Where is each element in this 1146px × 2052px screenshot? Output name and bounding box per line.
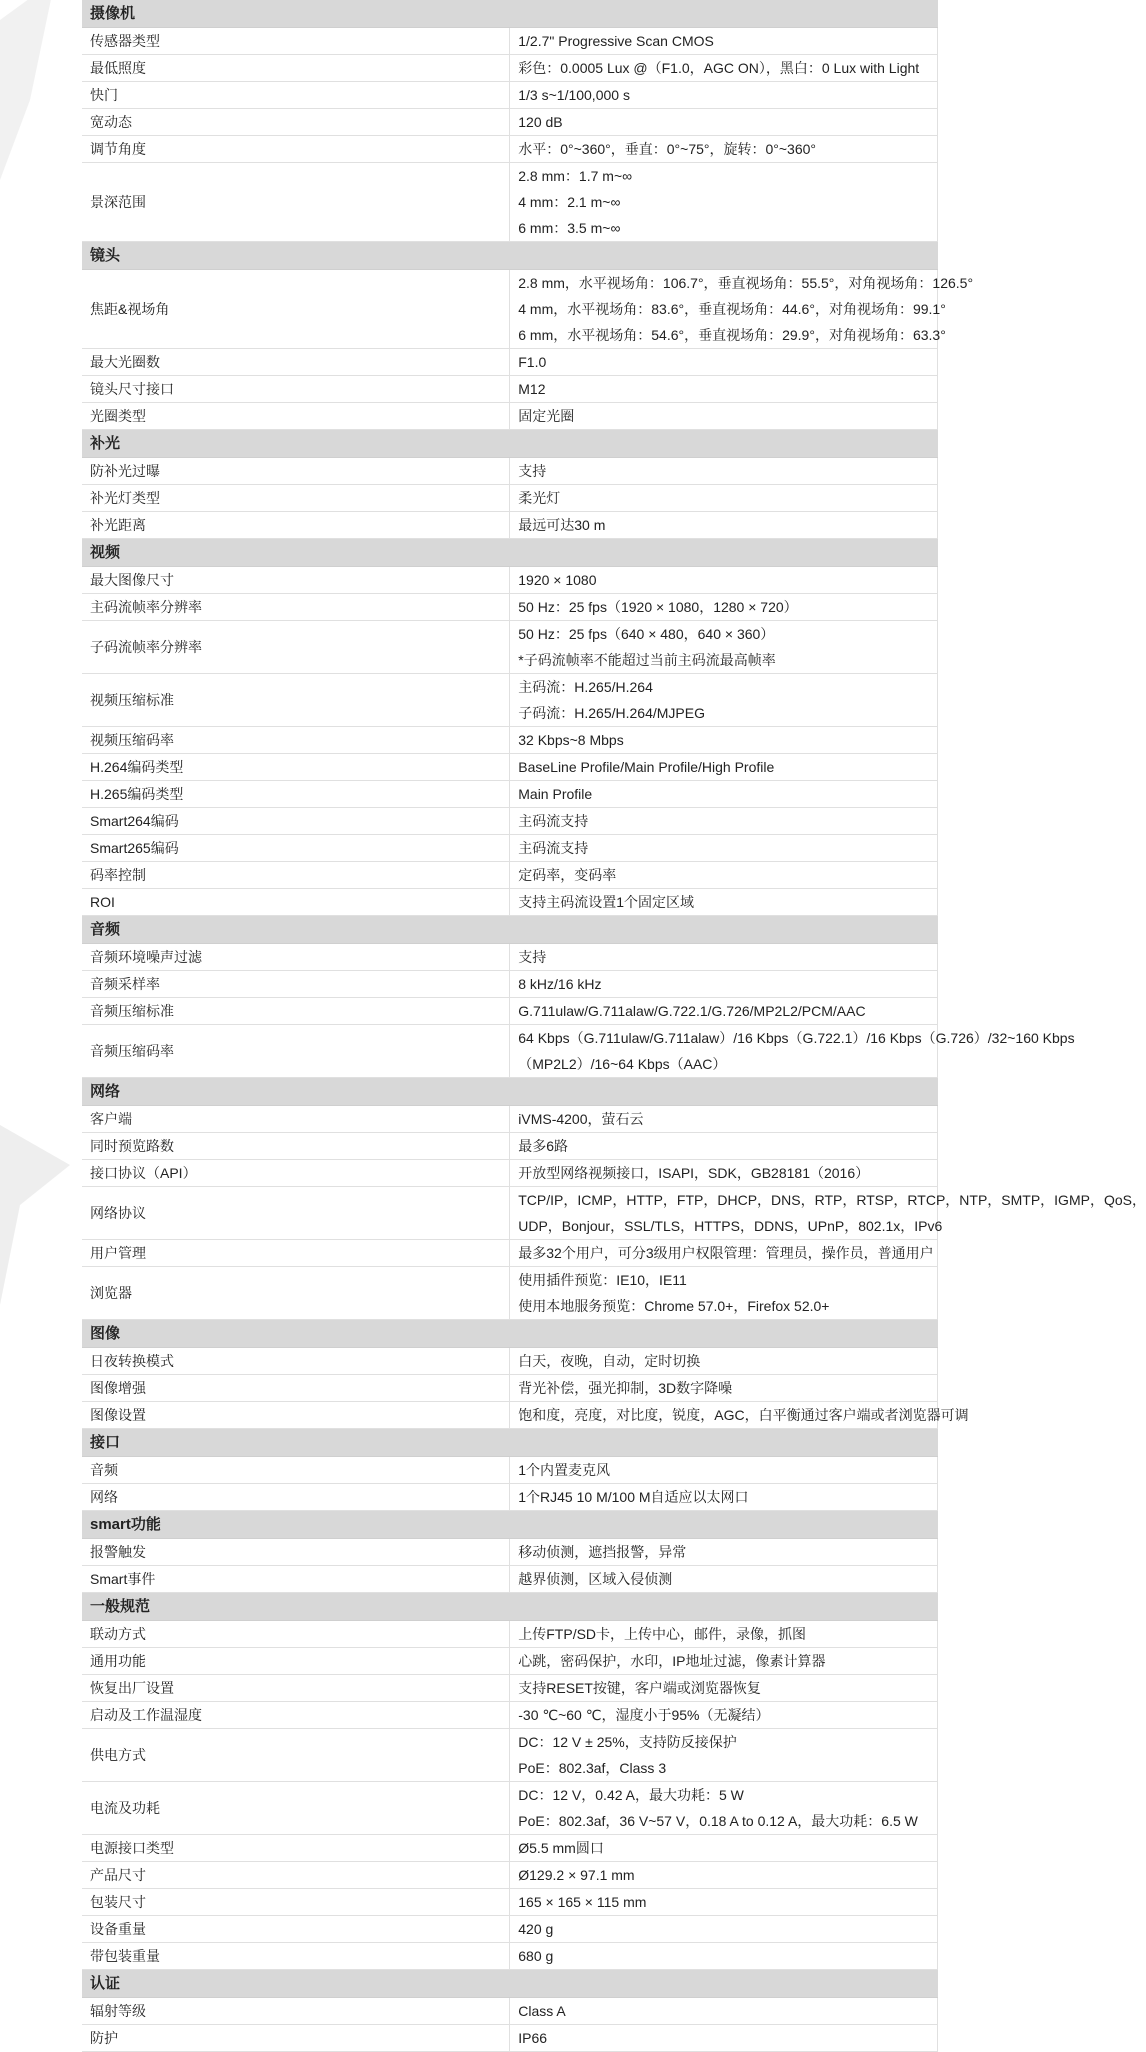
section-title: 图像 [82, 1320, 938, 1348]
spec-label: 视频压缩码率 [82, 727, 510, 754]
spec-value [510, 136, 938, 163]
section-title: 一般规范 [82, 1593, 938, 1621]
spec-row [82, 403, 938, 430]
spec-value-line: *子码流帧率不能超过当前主码流最高帧率 [518, 652, 776, 668]
section-header [82, 916, 938, 944]
spec-row [82, 55, 938, 82]
spec-value-line: 64 Kbps（G.711ulaw/G.711alaw）/16 Kbps（G.722.1）/16 Kbps（G.726）/32~160 Kbps [518, 1030, 1075, 1046]
spec-label: 调节角度 [82, 136, 510, 163]
spec-value-line: 32 Kbps~8 Mbps [518, 732, 624, 748]
spec-value [510, 1539, 938, 1566]
section-header [82, 0, 938, 28]
spec-value [510, 82, 938, 109]
spec-label: 包装尺寸 [82, 1889, 510, 1916]
spec-value [510, 1484, 938, 1511]
spec-value [510, 163, 938, 242]
spec-row [82, 1160, 938, 1187]
spec-row [82, 674, 938, 727]
spec-row [82, 458, 938, 485]
spec-row [82, 512, 938, 539]
spec-row [82, 1648, 938, 1675]
spec-row [82, 754, 938, 781]
spec-value-line: UDP，Bonjour，SSL/TLS，HTTPS，DDNS，UPnP，802.1x，IPv6 [518, 1218, 943, 1234]
spec-label: 音频压缩标准 [82, 998, 510, 1025]
spec-value-line: 水平：0°~360°，垂直：0°~75°，旋转：0°~360° [518, 141, 817, 157]
spec-label: 最大光圈数 [82, 349, 510, 376]
spec-label: 电源接口类型 [82, 1835, 510, 1862]
spec-row [82, 485, 938, 512]
spec-value [510, 1348, 938, 1375]
spec-value-line: 支持主码流设置1个固定区域 [518, 894, 695, 910]
spec-label: 报警触发 [82, 1539, 510, 1566]
section-header [82, 1511, 938, 1539]
spec-value [510, 808, 938, 835]
spec-value-line: 8 kHz/16 kHz [518, 976, 602, 992]
spec-value-line: 最多32个用户，可分3级用户权限管理：管理员，操作员，普通用户 [518, 1245, 934, 1261]
spec-value-line: DC：12 V，0.42 A，最大功耗：5 W [518, 1787, 744, 1803]
spec-value-line: 50 Hz：25 fps（1920 × 1080，1280 × 720） [518, 599, 798, 615]
spec-label: 传感器类型 [82, 28, 510, 55]
spec-value-line: 彩色：0.0005 Lux @（F1.0，AGC ON），黑白：0 Lux with Light [518, 60, 920, 76]
spec-label: 视频压缩标准 [82, 674, 510, 727]
spec-value-line: 主码流支持 [518, 813, 589, 829]
spec-row [82, 1943, 938, 1970]
spec-value [510, 270, 974, 349]
spec-value-line: 最远可达30 m [518, 517, 606, 533]
spec-value-line: 主码流：H.265/H.264 [518, 679, 653, 695]
spec-row [82, 971, 938, 998]
spec-value-line: 开放型网络视频接口，ISAPI，SDK，GB28181（2016） [518, 1165, 870, 1181]
spec-row [82, 82, 938, 109]
spec-label: Smart事件 [82, 1566, 510, 1593]
spec-sheet [82, 0, 1146, 2052]
spec-row [82, 163, 938, 242]
section-title: 接口 [82, 1429, 938, 1457]
spec-row [82, 1702, 938, 1729]
section-title: 认证 [82, 1970, 938, 1998]
spec-row [82, 1566, 938, 1593]
spec-row [82, 835, 938, 862]
spec-value [510, 1729, 938, 1782]
spec-value-line: M12 [518, 381, 546, 397]
spec-label: 图像增强 [82, 1375, 510, 1402]
spec-row [82, 1862, 938, 1889]
spec-value-line: TCP/IP，ICMP，HTTP，FTP，DHCP，DNS，RTP，RTSP，RTCP，NTP，SMTP，IGMP，QoS， [518, 1192, 1146, 1208]
spec-value-line: 50 Hz：25 fps（640 × 480，640 × 360） [518, 626, 775, 642]
spec-table [82, 0, 1146, 2052]
section-header [82, 1078, 938, 1106]
spec-row [82, 781, 938, 808]
section-header [82, 1320, 938, 1348]
spec-value [510, 55, 938, 82]
spec-row [82, 808, 938, 835]
spec-value-line: 主码流支持 [518, 840, 589, 856]
spec-value-line: PoE：802.3af，36 V~57 V，0.18 A to 0.12 A，最大功耗：6.5 W [518, 1813, 918, 1829]
spec-value [510, 1240, 938, 1267]
spec-row [82, 1675, 938, 1702]
spec-value-line: 4 mm，水平视场角：83.6°，垂直视场角：44.6°，对角视场角：99.1° [518, 301, 946, 317]
spec-value [510, 1106, 938, 1133]
spec-value-line: 饱和度，亮度，对比度，锐度，AGC，白平衡通过客户端或者浏览器可调 [518, 1407, 969, 1423]
spec-row [82, 1621, 938, 1648]
spec-label: H.265编码类型 [82, 781, 510, 808]
spec-value [510, 1621, 938, 1648]
spec-value-line: 2.8 mm，水平视场角：106.7°，垂直视场角：55.5°，对角视场角：126.5° [518, 275, 974, 291]
spec-row [82, 889, 938, 916]
spec-row [82, 1782, 938, 1835]
spec-value-line: 420 g [518, 1921, 554, 1937]
spec-label: 补光距离 [82, 512, 510, 539]
spec-value-line: Main Profile [518, 786, 593, 802]
spec-value-line: 使用插件预览：IE10，IE11 [518, 1272, 687, 1288]
spec-label: 同时预览路数 [82, 1133, 510, 1160]
spec-row [82, 862, 938, 889]
spec-value-line: IP66 [518, 2030, 548, 2046]
spec-row [82, 1375, 938, 1402]
spec-value-line: 最多6路 [518, 1138, 569, 1154]
spec-value [510, 1782, 938, 1835]
spec-value [510, 349, 938, 376]
spec-label: 焦距&视场角 [82, 270, 510, 349]
spec-value [510, 944, 938, 971]
spec-row [82, 1267, 938, 1320]
spec-value [510, 1675, 938, 1702]
spec-value-line: 使用本地服务预览：Chrome 57.0+，Firefox 52.0+ [518, 1298, 830, 1314]
spec-value-line: -30 ℃~60 ℃，湿度小于95%（无凝结） [518, 1707, 770, 1723]
spec-row [82, 1106, 938, 1133]
spec-row [82, 349, 938, 376]
spec-value [510, 1566, 938, 1593]
section-title: 补光 [82, 430, 938, 458]
spec-value-line: 4 mm：2.1 m~∞ [518, 194, 621, 210]
section-header [82, 1593, 938, 1621]
spec-value [510, 567, 938, 594]
spec-value [510, 458, 938, 485]
spec-row [82, 1133, 938, 1160]
spec-value [510, 109, 938, 136]
spec-label: 辐射等级 [82, 1998, 510, 2025]
spec-row [82, 1402, 938, 1429]
spec-value [510, 674, 938, 727]
spec-value-line: 定码率，变码率 [518, 867, 617, 883]
spec-label: 日夜转换模式 [82, 1348, 510, 1375]
spec-row [82, 1889, 938, 1916]
section-header [82, 430, 938, 458]
spec-label: 电流及功耗 [82, 1782, 510, 1835]
spec-value [510, 485, 938, 512]
spec-value-line: 固定光圈 [518, 408, 575, 424]
spec-value [510, 998, 938, 1025]
spec-value [510, 1457, 938, 1484]
spec-value [510, 1025, 1075, 1078]
spec-row [82, 1348, 938, 1375]
spec-label: 子码流帧率分辨率 [82, 621, 510, 674]
section-header [82, 1970, 938, 1998]
spec-label: 联动方式 [82, 1621, 510, 1648]
spec-value-line: 165 × 165 × 115 mm [518, 1894, 647, 1910]
section-title: 镜头 [82, 242, 938, 270]
spec-value [510, 862, 938, 889]
spec-value-line: 柔光灯 [518, 490, 561, 506]
spec-row [82, 1916, 938, 1943]
spec-row [82, 1729, 938, 1782]
spec-value [510, 1267, 938, 1320]
spec-label: 网络 [82, 1484, 510, 1511]
spec-value-line: PoE：802.3af，Class 3 [518, 1760, 667, 1776]
spec-value-line: 白天，夜晚，自动，定时切换 [518, 1353, 701, 1369]
spec-row [82, 944, 938, 971]
section-title: 音频 [82, 916, 938, 944]
spec-label: 防补光过曝 [82, 458, 510, 485]
spec-value [510, 376, 938, 403]
spec-value [510, 781, 938, 808]
spec-label: 产品尺寸 [82, 1862, 510, 1889]
spec-value-line: 移动侦测，遮挡报警，异常 [518, 1544, 687, 1560]
spec-value-line: 2.8 mm：1.7 m~∞ [518, 168, 633, 184]
spec-value [510, 835, 938, 862]
spec-label: 音频压缩码率 [82, 1025, 510, 1078]
spec-label: 设备重量 [82, 1916, 510, 1943]
spec-label: 主码流帧率分辨率 [82, 594, 510, 621]
spec-label: 镜头尺寸接口 [82, 376, 510, 403]
watermark-graphic [0, 1105, 70, 1305]
spec-value-line: 支持 [518, 949, 547, 965]
spec-row [82, 727, 938, 754]
spec-label: 浏览器 [82, 1267, 510, 1320]
spec-label: 光圈类型 [82, 403, 510, 430]
spec-label: 恢复出厂设置 [82, 1675, 510, 1702]
spec-label: 通用功能 [82, 1648, 510, 1675]
spec-value [510, 971, 938, 998]
spec-value [510, 1402, 969, 1429]
spec-row [82, 1539, 938, 1566]
spec-value-line: Class A [518, 2003, 566, 2019]
spec-label: Smart264编码 [82, 808, 510, 835]
spec-label: 快门 [82, 82, 510, 109]
spec-label: 景深范围 [82, 163, 510, 242]
spec-row [82, 2025, 938, 2052]
spec-value [510, 621, 938, 674]
spec-value [510, 1862, 938, 1889]
spec-row [82, 567, 938, 594]
spec-label: 宽动态 [82, 109, 510, 136]
spec-value [510, 1998, 938, 2025]
spec-label: 音频 [82, 1457, 510, 1484]
spec-value-line: 越界侦测，区域入侵侦测 [518, 1571, 673, 1587]
spec-value [510, 1889, 938, 1916]
spec-row [82, 109, 938, 136]
spec-table-body [82, 0, 1146, 2052]
spec-label: 码率控制 [82, 862, 510, 889]
spec-label: 图像设置 [82, 1402, 510, 1429]
spec-row [82, 1187, 938, 1240]
spec-value [510, 1133, 938, 1160]
spec-value-line: 背光补偿，强光抑制，3D数字降噪 [518, 1380, 733, 1396]
spec-label: 启动及工作温湿度 [82, 1702, 510, 1729]
spec-value-line: 6 mm，水平视场角：54.6°，垂直视场角：29.9°，对角视场角：63.3° [518, 327, 946, 343]
spec-value-line: 1个内置麦克风 [518, 1462, 611, 1478]
spec-row [82, 1457, 938, 1484]
spec-label: 最大图像尺寸 [82, 567, 510, 594]
spec-row [82, 1484, 938, 1511]
spec-value-line: 1/2.7" Progressive Scan CMOS [518, 33, 714, 49]
spec-value-line: G.711ulaw/G.711alaw/G.722.1/G.726/MP2L2/PCM/AAC [518, 1003, 866, 1019]
spec-value [510, 28, 938, 55]
spec-row [82, 1025, 938, 1078]
spec-label: 客户端 [82, 1106, 510, 1133]
spec-label: 音频环境噪声过滤 [82, 944, 510, 971]
section-header [82, 539, 938, 567]
spec-value [510, 512, 938, 539]
spec-label: Smart265编码 [82, 835, 510, 862]
spec-value [510, 889, 938, 916]
spec-value-line: 680 g [518, 1948, 554, 1964]
spec-value [510, 1916, 938, 1943]
spec-value [510, 2025, 938, 2052]
spec-value [510, 1160, 938, 1187]
spec-row [82, 1240, 938, 1267]
spec-label: 最低照度 [82, 55, 510, 82]
spec-value [510, 727, 938, 754]
spec-value-line: （MP2L2）/16~64 Kbps（AAC） [518, 1056, 727, 1072]
spec-row [82, 998, 938, 1025]
section-title: 视频 [82, 539, 938, 567]
spec-label: 音频采样率 [82, 971, 510, 998]
spec-value [510, 594, 938, 621]
spec-label: ROI [82, 889, 510, 916]
section-title: smart功能 [82, 1511, 938, 1539]
section-title: 摄像机 [82, 0, 938, 28]
spec-value [510, 1187, 1146, 1240]
spec-value-line: BaseLine Profile/Main Profile/High Profile [518, 759, 775, 775]
section-title: 网络 [82, 1078, 938, 1106]
spec-label: 防护 [82, 2025, 510, 2052]
spec-label: H.264编码类型 [82, 754, 510, 781]
watermark-graphic [0, 0, 70, 180]
spec-value [510, 1702, 938, 1729]
spec-value-line: 支持RESET按键，客户端或浏览器恢复 [518, 1680, 761, 1696]
spec-value-line: 6 mm：3.5 m~∞ [518, 220, 621, 236]
spec-value-line: 1个RJ45 10 M/100 M自适应以太网口 [518, 1489, 749, 1505]
spec-value-line: 支持 [518, 463, 547, 479]
spec-value-line: 120 dB [518, 114, 563, 130]
spec-label: 用户管理 [82, 1240, 510, 1267]
spec-value-line: 1920 × 1080 [518, 572, 597, 588]
spec-value [510, 1943, 938, 1970]
spec-row [82, 621, 938, 674]
spec-value-line: 子码流：H.265/H.264/MJPEG [518, 705, 705, 721]
spec-value-line: iVMS-4200，萤石云 [518, 1111, 644, 1127]
spec-label: 供电方式 [82, 1729, 510, 1782]
spec-row [82, 376, 938, 403]
spec-value-line: Ø5.5 mm圆口 [518, 1840, 604, 1856]
spec-row [82, 28, 938, 55]
spec-value-line: 上传FTP/SD卡，上传中心，邮件，录像，抓图 [518, 1626, 807, 1642]
spec-row [82, 1998, 938, 2025]
spec-value [510, 1375, 938, 1402]
spec-value [510, 403, 938, 430]
spec-value-line: DC：12 V ± 25%，支持防反接保护 [518, 1734, 737, 1750]
spec-row [82, 1835, 938, 1862]
spec-label: 网络协议 [82, 1187, 510, 1240]
spec-label: 带包装重量 [82, 1943, 510, 1970]
spec-label: 接口协议（API） [82, 1160, 510, 1187]
spec-value-line: Ø129.2 × 97.1 mm [518, 1867, 635, 1883]
spec-value [510, 754, 938, 781]
spec-value-line: F1.0 [518, 354, 547, 370]
spec-row [82, 594, 938, 621]
spec-row [82, 270, 938, 349]
spec-value [510, 1648, 938, 1675]
spec-label: 补光灯类型 [82, 485, 510, 512]
section-header [82, 242, 938, 270]
spec-row [82, 136, 938, 163]
spec-value-line: 1/3 s~1/100,000 s [518, 87, 630, 103]
spec-value [510, 1835, 938, 1862]
section-header [82, 1429, 938, 1457]
spec-value-line: 心跳，密码保护，水印，IP地址过滤，像素计算器 [518, 1653, 826, 1669]
